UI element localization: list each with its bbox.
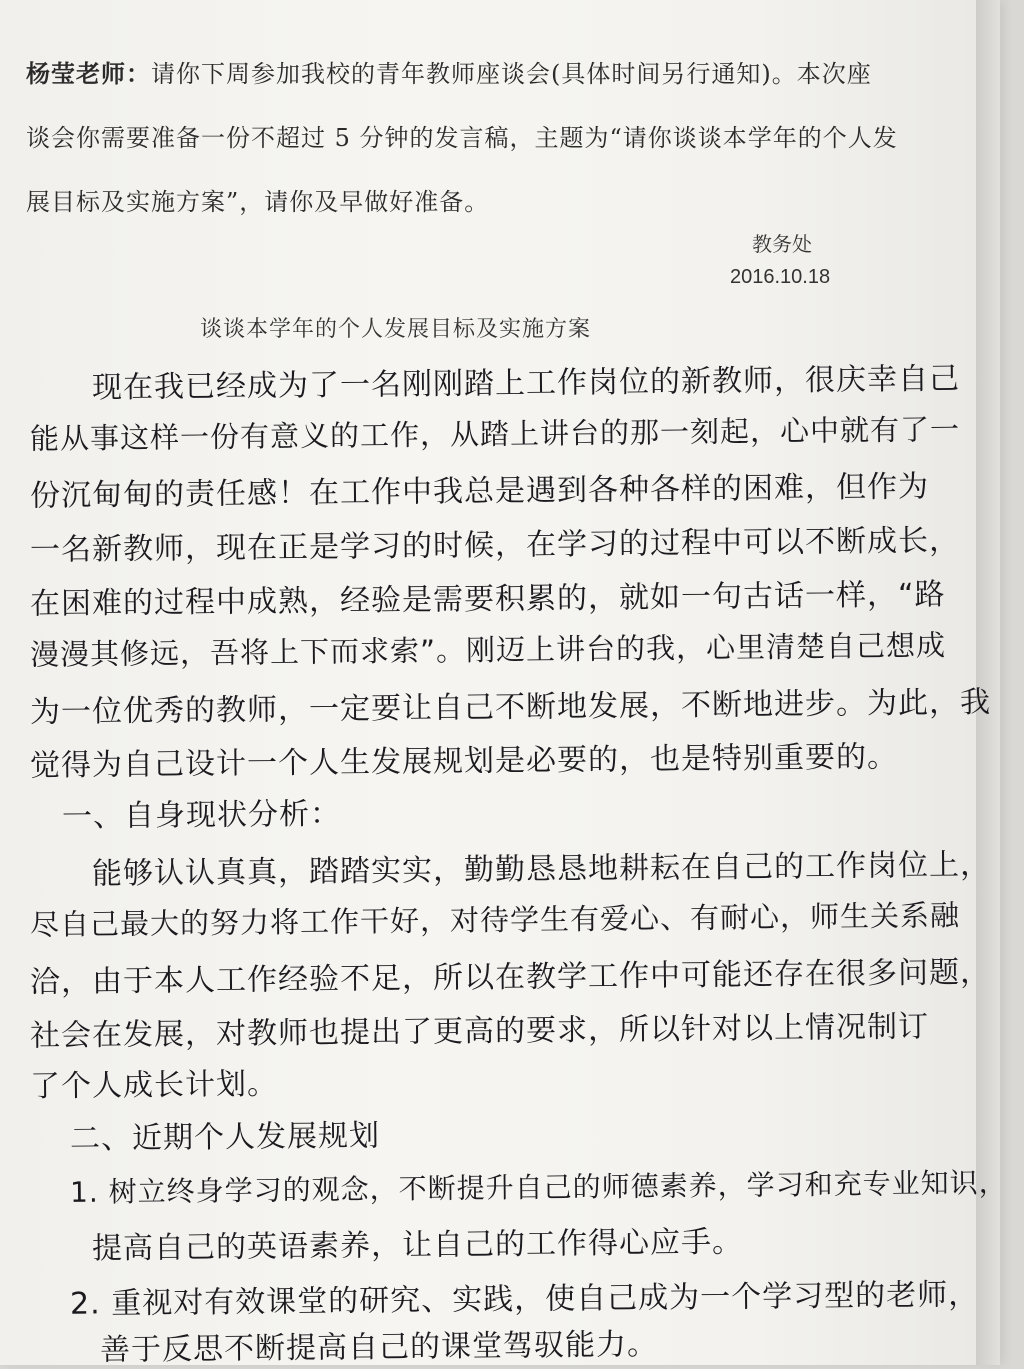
essay-line: 了个人成长计划。 [29, 1066, 279, 1105]
notice-line-1 [26, 42, 956, 106]
notice-office: 教务处 [752, 234, 812, 256]
plan-item-2-cont: 善于反思不断提高自己的课堂驾驭能力。 [99, 1327, 659, 1368]
essay-line: 洽，由于本人工作经验不足，所以在教学工作中可能还存在很多问题， [29, 954, 992, 1001]
essay-line: 社会在发展，对教师也提出了更高的要求，所以针对以上情况制订 [29, 1009, 930, 1054]
notice-line-1-text: 请你下周参加我校的青年教师座谈会(具体时间另行通知)。本次座 [151, 60, 872, 88]
notice-line-2: 谈会你需要准备一份不超过 5 分钟的发言稿，主题为“请你谈谈本学年的个人发 [26, 124, 898, 152]
essay-line: 现在我已经成为了一名刚刚踏上工作岗位的新教师，很庆幸自己 [91, 361, 961, 406]
plan-item-2: 2. 重视对有效课堂的研究、实践，使自己成为一个学习型的老师， [69, 1277, 980, 1322]
essay-line: 一名新教师，现在正是学习的时候，在学习的过程中可以不断成长， [29, 523, 961, 568]
notice-date: 2016.10.18 [730, 266, 831, 288]
essay-line: 在困难的过程中成熟，经验是需要积累的，就如一句古话一样，“路 [29, 577, 946, 622]
section-heading-2: 二、近期个人发展规划 [69, 1118, 381, 1157]
essay-line: 能够认认真真，踏踏实实，勤勤恳恳地耕耘在自己的工作岗位上， [91, 847, 992, 892]
notice-paragraph [26, 42, 956, 234]
essay-line: 漫漫其修远，吾将上下而求索”。刚迈上讲台的我，心里清楚自己想成 [29, 628, 947, 672]
plan-item-1-cont: 提高自己的英语素养，让自己的工作得心应手。 [91, 1224, 744, 1267]
notice-addressee: 杨莹老师： [26, 59, 151, 88]
essay-title: 谈谈本学年的个人发展目标及实施方案 [200, 316, 592, 341]
essay-line: 为一位优秀的教师，一定要让自己不断地发展，不断地进步。为此，我 [29, 684, 992, 731]
notice-line-3: 展目标及实施方案”，请你及早做好准备。 [26, 188, 490, 216]
plan-item-1: 1. 树立终身学习的观念，不断提升自己的师德素养，学习和充专业知识， [69, 1166, 1008, 1209]
essay-line: 能从事这样一份有意义的工作，从踏上讲台的那一刻起，心中就有了一 [29, 412, 961, 456]
essay-line: 觉得为自己设计一个人生发展规划是必要的，也是特别重要的。 [29, 739, 899, 784]
section-heading-1: 一、自身现状分析： [61, 796, 342, 835]
essay-line: 尽自己最大的努力将工作干好，对待学生有爱心、有耐心，师生关系融 [29, 898, 961, 942]
essay-line: 份沉甸甸的责任感！在工作中我总是遇到各种各样的困难，但作为 [29, 469, 930, 514]
